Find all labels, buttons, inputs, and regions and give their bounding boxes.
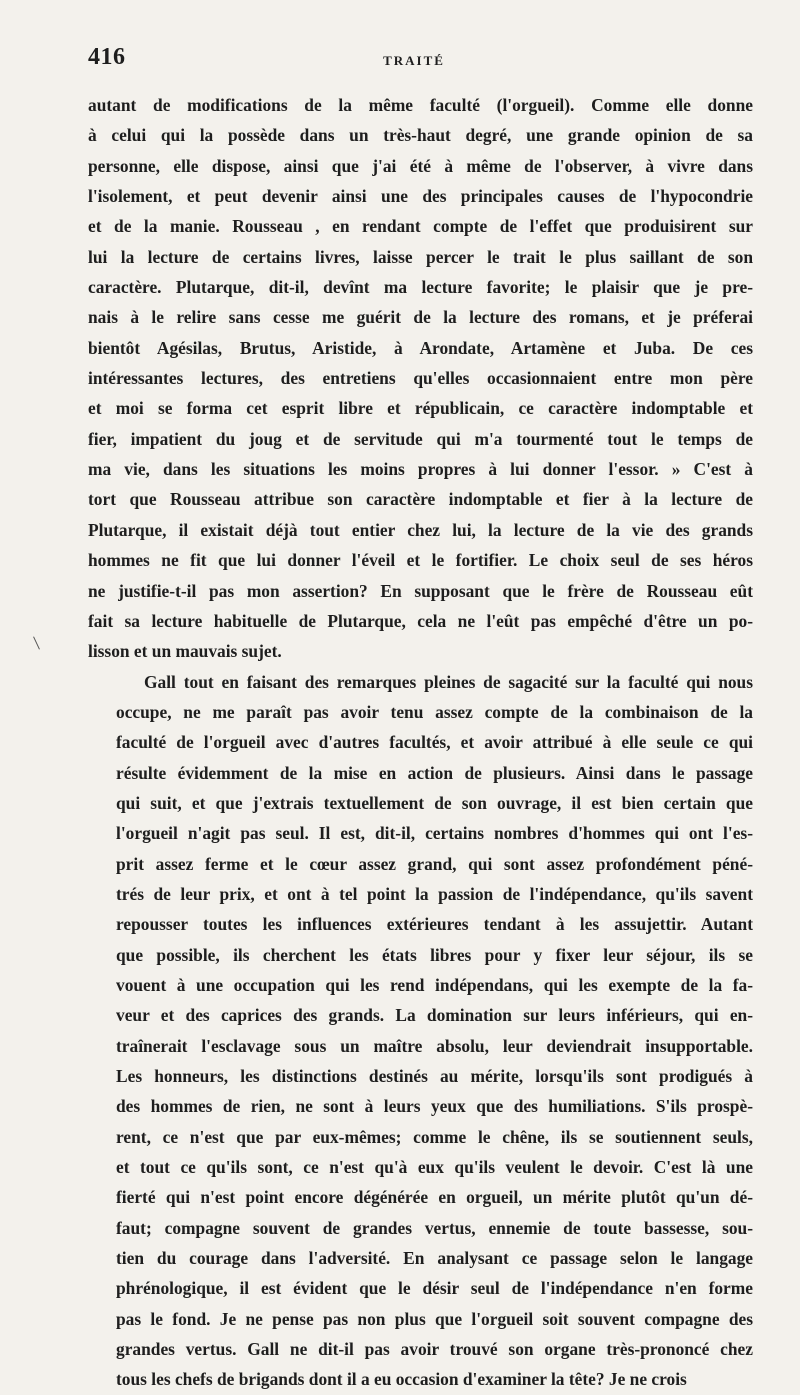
text-line: fierté qui n'est point encore dégénérée en orgueil, un mérite plutôt qu'un dé- bbox=[116, 1187, 753, 1208]
text-line: qui suit, et que j'extrais textuellement de son ouvrage, il est bien certain que bbox=[116, 792, 753, 813]
text-line: et tout ce qu'ils sont, ce n'est qu'à eux qu'ils veulent le devoir. C'est là une bbox=[116, 1157, 753, 1178]
text-line: repousser toutes les influences extérieures tendant à les assujettir. Autant bbox=[116, 914, 753, 935]
text-line: trés de leur prix, et ont à tel point la passion de l'indépendance, qu'ils savent bbox=[116, 883, 753, 904]
text-line: faculté de l'orgueil avec d'autres facultés, et avoir attribué à elle seule ce qui bbox=[116, 732, 753, 753]
running-head: TRAITÉ bbox=[383, 53, 445, 68]
text-line: fier, impatient du joug et de servitude qui m'a tourmenté tout le temps de bbox=[88, 428, 753, 449]
text-line: Gall tout en faisant des remarques pleines de sagacité sur la faculté qui nous bbox=[144, 671, 753, 692]
text-line: autant de modifications de la même faculté (l'orgueil). Comme elle donne bbox=[88, 95, 753, 115]
text-line: et de la manie. Rousseau , en rendant compte de l'effet que produisirent sur bbox=[88, 216, 753, 237]
margin-mark bbox=[33, 636, 40, 649]
text-line: tien du courage dans l'adversité. En analysant ce passage selon le langage bbox=[116, 1248, 753, 1269]
text-line: rent, ce n'est que par eux-mêmes; comme le chêne, ils se soutiennent seuls, bbox=[116, 1126, 753, 1147]
text-line: veur et des caprices des grands. La domination sur leurs inférieurs, qui en- bbox=[116, 1005, 753, 1026]
text-line: nais à le relire sans cesse me guérit de la lecture des romans, et je préferai bbox=[88, 307, 753, 328]
text-line: tort que Rousseau attribue son caractère indomptable et fier à la lecture de bbox=[88, 489, 753, 510]
text-line: et moi se forma cet esprit libre et républicain, ce caractère indomptable et bbox=[88, 398, 753, 419]
text-line: lisson et un mauvais sujet. bbox=[88, 641, 282, 662]
text-line: traînerait l'esclavage sous un maître absolu, leur deviendrait insupportable. bbox=[116, 1035, 753, 1056]
text-line: bientôt Agésilas, Brutus, Aristide, à Arondate, Artamène et Juba. De ces bbox=[88, 337, 753, 358]
text-line: résulte évidemment de la mise en action de plusieurs. Ainsi dans le passage bbox=[116, 762, 753, 783]
page-number: 416 bbox=[88, 44, 126, 70]
paragraph bbox=[88, 667, 753, 1395]
text-line: pas le fond. Je ne pense pas non plus que l'orgueil soit souvent compagne des bbox=[116, 1308, 753, 1329]
body-text bbox=[88, 90, 753, 1395]
page-header bbox=[88, 44, 740, 74]
text-line: caractère. Plutarque, dit-il, devînt ma lecture favorite; le plaisir que je pre- bbox=[88, 277, 753, 298]
text-line: occupe, ne me paraît pas avoir tenu assez compte de la combinaison de la bbox=[116, 701, 753, 722]
text-line: prit assez ferme et le cœur assez grand, qui sont assez profondément péné- bbox=[116, 853, 753, 874]
text-line: fait sa lecture habituelle de Plutarque, cela ne l'eût pas empêché d'être un po- bbox=[88, 610, 753, 631]
text-line: ma vie, dans les situations les moins propres à lui donner l'essor. » C'est à bbox=[88, 459, 753, 480]
text-line: faut; compagne souvent de grandes vertus, ennemie de toute bassesse, sou- bbox=[116, 1217, 753, 1238]
text-line: à celui qui la possède dans un très-haut degré, une grande opinion de sa bbox=[88, 125, 753, 146]
text-line: hommes ne fit que lui donner l'éveil et le fortifier. Le choix seul de ses héros bbox=[88, 550, 753, 571]
text-line: ne justifie-t-il pas mon assertion? En supposant que le frère de Rousseau eût bbox=[88, 580, 753, 601]
text-line: personne, elle dispose, ainsi que j'ai été à même de l'observer, à vivre dans bbox=[88, 155, 753, 176]
text-line: Les honneurs, les distinctions destinés au mérite, lorsqu'ils sont prodigués à bbox=[116, 1066, 753, 1086]
text-line: l'orgueil n'agit pas seul. Il est, dit-il, certains nombres d'hommes qui ont l'es- bbox=[116, 823, 753, 844]
text-line: que possible, ils cherchent les états libres pour y fixer leur séjour, ils se bbox=[116, 944, 753, 965]
text-line: grandes vertus. Gall ne dit-il pas avoir trouvé son organe très-prononcé chez bbox=[116, 1339, 753, 1360]
text-line: l'isolement, et peut devenir ainsi une des principales causes de l'hypocondrie bbox=[88, 186, 753, 207]
text-line: Plutarque, il existait déjà tout entier chez lui, la lecture de la vie des grands bbox=[88, 519, 753, 540]
text-line: des hommes de rien, ne sont à leurs yeux que des humiliations. S'ils prospè- bbox=[116, 1096, 753, 1117]
text-line: intéressantes lectures, des entretiens qu'elles occasionnaient entre mon père bbox=[88, 368, 753, 389]
text-line: vouent à une occupation qui les rend indépendans, qui les exempte de la fa- bbox=[116, 974, 753, 995]
paragraph bbox=[88, 90, 753, 667]
text-line: tous les chefs de brigands dont il a eu occasion d'examiner la tête? Je ne crois bbox=[116, 1369, 687, 1390]
text-line: phrénologique, il est évident que le désir seul de l'indépendance n'en forme bbox=[116, 1278, 753, 1299]
text-line: lui la lecture de certains livres, laisse percer le trait le plus saillant de son bbox=[88, 246, 753, 267]
